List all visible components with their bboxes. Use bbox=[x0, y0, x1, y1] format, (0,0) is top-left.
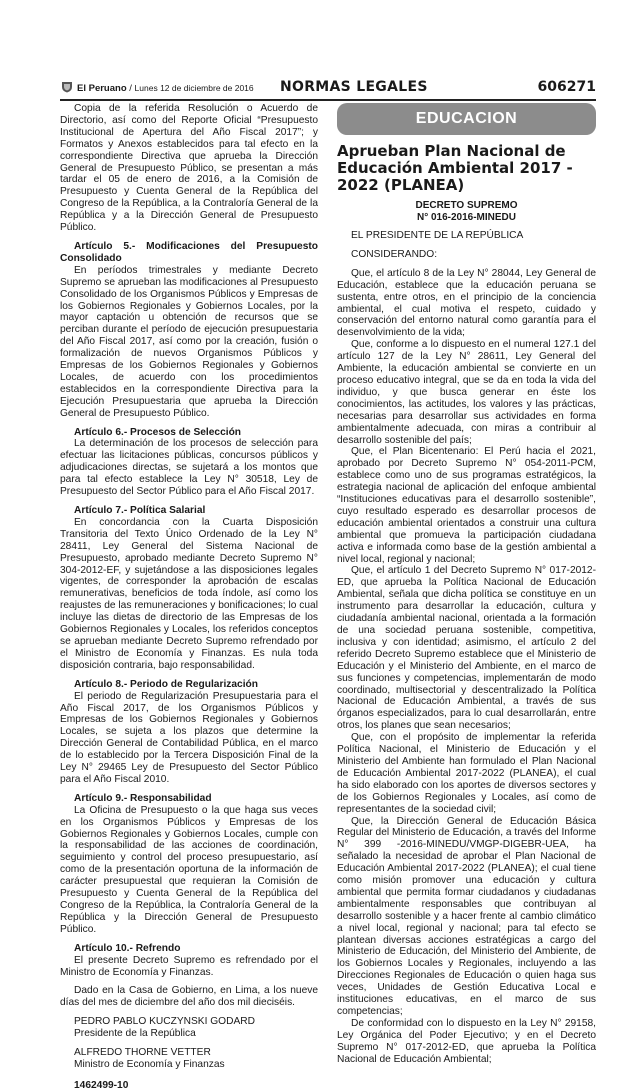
signatory-1-role: Presidente de la República bbox=[74, 1028, 196, 1040]
whereas-3: Que, el Plan Bicentenario: El Perú hacia el 2021, aprobado por Decreto Supremo N° 054-2011-PCM, establece como uno de sus programas estratégicos, la estrategia nacional de aplicación del enfoque ambiental “Instituciones educativas para el desarrollo sostenible”, cuyo resultado esperado es desarrollar procesos de educación ambiental orientados a construir una cultura ambiental que promueva la participación ciudadana activa e informada como base de la gestión ambiental a nivel local, regional y nacional; bbox=[337, 446, 596, 565]
article-7-text: En concordancia con la Cuarta Disposición Transitoria del Texto Único Ordenado de la Ley N° 28411, Ley General del Sistema Nacional de Presupuesto, aprobado mediante Decreto Supremo N° 304-2012-EF, y sujetándose a las disposiciones legales vigentes, de corresponder la aprobación de escalas remunerativas, beneficios de toda índole, así como los reajustes de las remuneraciones y bonificaciones; lo cual incluye las dietas de directorio de las Empresas de los Gobiernos Regionales y Locales, los referidos conceptos se aprueban mediante Decreto Supremo refrendado por el Ministro de Economía y Finanzas. Es nula toda disposición contraria, bajo responsabilidad. bbox=[60, 516, 318, 671]
page-header bbox=[60, 79, 596, 101]
decree-headline: Aprueban Plan Nacional de Educación Ambiental 2017 - 2022 (PLANEA) bbox=[337, 142, 573, 194]
article-6-text: La determinación de los procesos de selección para efectuar las licitaciones públicas, concursos públicos y adjudicaciones directas, se sujetará a los montos que para tal efecto establece la Ley N° 30518, Ley de Presupuesto del Sector Público para el Año Fiscal 2017. bbox=[60, 438, 318, 498]
signatory-2-role: Ministro de Economía y Finanzas bbox=[74, 1058, 225, 1070]
considerando: CONSIDERANDO: bbox=[351, 248, 438, 260]
signatory-1-name: PEDRO PABLO KUCZYNSKI GODARD bbox=[74, 1016, 255, 1028]
article-10-text: El presente Decreto Supremo es refrendado por el Ministro de Economía y Finanzas. bbox=[60, 954, 318, 978]
decree-type: DECRETO SUPREMO bbox=[415, 200, 518, 211]
article-5-title: Artículo 5.- Modificaciones del Presupuesto Consolidado bbox=[60, 240, 318, 264]
given-at: Dado en la Casa de Gobierno, en Lima, a los nueve días del mes de diciembre del año dos mil dieciséis. bbox=[60, 985, 318, 1009]
article-9-title: Artículo 9.- Responsabilidad bbox=[74, 792, 212, 804]
whereas-7: De conformidad con lo dispuesto en la Ley N° 29158, Ley Orgánica del Poder Ejecutivo; y en el Decreto Supremo N° 017-2012-ED, que aprueba la Política Nacional de Educación Ambiental; bbox=[337, 1017, 596, 1065]
header-left: El Peruano / Lunes 12 de diciembre de 2016 bbox=[60, 81, 254, 96]
article-10-title: Artículo 10.- Refrendo bbox=[74, 942, 181, 954]
signatory-2-name: ALFREDO THORNE VETTER bbox=[74, 1047, 211, 1059]
whereas-5: Que, con el propósito de implementar la referida Política Nacional, el Ministerio de Educación y el Ministerio del Ambiente han formulado el Plan Nacional de Educación Ambiental 2017-2022 (PLANEA), el cual ha sido elaborado con los aportes de diversos sectores y de los Gobiernos Regionales y Locales, así como de representantes de la sociedad civil; bbox=[337, 732, 596, 815]
whereas-4: Que, el artículo 1 del Decreto Supremo N° 017-2012-ED, que aprueba la Política Nacional de Educación Ambiental, señala que dicha política se constituye en un instrumento para desarrollar la educación, cultura y ciudadanía ambiental nacional, orientada a la formación de una sociedad peruana sostenible, competitiva, inclusiva y con identidad; asimismo, el artículo 2 del referido Decreto Supremo establece que el Ministerio de Educación y el Ministerio del Ambiente, en el marco de sus funciones y competencias, implementarán de modo coordinado, multisectorial y descentralizado la Política Nacional de Educación Ambiental, a través de sus órganos especializados, para lo cual desarrollarán, entre otros, los planes que sean necesarios; bbox=[337, 565, 596, 732]
whereas-6: Que, la Dirección General de Educación Básica Regular del Ministerio de Educación, a través del Informe N° 399 -2016-MINEDU/VMGP-DIGEBR-UEA, ha señalado la necesidad de aprobar el Plan Nacional de Educación Ambiental 2017-2022 (PLANEA); el cual tiene como misión promover una educación y cultura ambiental que permita formar ciudadanos y ciudadanas ambientalmente responsables que contribuyan al desarrollo sostenible y a hacer frente al cambio climático a nivel local, regional y nacional; para tal efecto se plantean diversas acciones estratégicas a cargo del Ministerio de Educación, del Ministerio del Ambiente, de los Gobiernos Locales y Regionales, incluyendo a las Direcciones Regionales de Educación o quien haga sus veces, Unidades de Gestión Educativa Local e instituciones educativas, en el marco de sus competencias; bbox=[337, 815, 596, 1017]
whereas-1: Que, el artículo 8 de la Ley N° 28044, Ley General de Educación, establece que la educación peruana se sustenta, entre otros, en el principio de la conciencia ambiental, el cual motiva el respeto, cuidado y conservación del entorno natural como garantía para el desenvolvimiento de la vida; bbox=[337, 267, 596, 339]
article-6-title: Artículo 6.- Procesos de Selección bbox=[74, 426, 242, 438]
article-8-title: Artículo 8.- Periodo de Regularización bbox=[74, 678, 258, 690]
left-column bbox=[60, 103, 318, 1092]
section-banner: EDUCACION bbox=[337, 103, 596, 135]
coat-of-arms-icon bbox=[60, 81, 74, 93]
newspaper-name: El Peruano bbox=[77, 83, 127, 94]
article-9-text: La Oficina de Presupuesto o la que haga sus veces en los Organismos Públicos y Empresas de los Gobiernos Regionales y Gobiernos Locales, cumple con la responsabilidad de las acciones de coordinación, seguimiento y control del proceso presupuestario, así como de la presentación oportuna de la información de carácter presupuestal que requieran la Comisión de Presupuesto y Cuenta General de la República del Congreso de la República, la Contraloría General de la República y la Dirección General de Presupuesto Público. bbox=[60, 804, 318, 935]
section-title: NORMAS LEGALES bbox=[280, 79, 428, 95]
page-number: 606271 bbox=[537, 79, 596, 95]
publication-code: 1462499-10 bbox=[74, 1079, 129, 1091]
president-line: EL PRESIDENTE DE LA REPÚBLICA bbox=[351, 230, 524, 241]
article-7-title: Artículo 7.- Política Salarial bbox=[74, 505, 206, 516]
right-column bbox=[337, 103, 596, 1066]
article-8-text: El periodo de Regularización Presupuestaria para el Año Fiscal 2017, de los Organismos Públicos y Empresas de los Gobiernos Regionales y Gobiernos Locales, se sujeta a los plazos que determine la Dirección General de Contabilidad Pública, en el marco de lo establecido por la Tercera Disposición Final de la Ley N° 29465 Ley de Presupuesto del Sector Público para el Año Fiscal 2010. bbox=[60, 690, 318, 785]
article-5-text: En períodos trimestrales y mediante Decreto Supremo se aprueban las modificaciones al Presupuesto Consolidado de los Organismos Públicos y Empresas de los Gobiernos Regionales y Gobiernos Locales, por la mayor captación u obtención de recursos que se perciban durante el período de ejecución presupuestaria del Año Fiscal 2017, así como por la creación, fusión o formalización de nuevos Organismos Públicos y Empresas de los Gobiernos Regionales y Gobiernos Locales, de acuerdo con los procedimientos establecidos en la correspondiente Directiva para la Ejecución Presupuestaria que aprueba la Dirección General de Presupuesto Público. bbox=[60, 264, 318, 419]
issue-date: Lunes 12 de diciembre de 2016 bbox=[134, 83, 254, 93]
whereas-2: Que, conforme a lo dispuesto en el numeral 127.1 del artículo 127 de la Ley N° 28611, Ley General del Ambiente, la educación ambiental se convierte en un proceso educativo integral, que se da en toda la vida del individuo, y que busca generar en éste los conocimientos, las actitudes, los valores y las prácticas, necesarias para desarrollar sus actividades en forma ambientalmente adecuada, con miras a contribuir al desarrollo sostenible del país; bbox=[337, 339, 596, 446]
decree-number: N° 016-2016-MINEDU bbox=[416, 211, 517, 223]
paragraph: Copia de la referida Resolución o Acuerdo de Directorio, así como del Reporte Oficial “Presupuesto Institucional de Apertura del Año Fiscal 2017”; y Formatos y Anexos establecidos para tal efecto en la correspondiente Directiva que aprueba la Dirección General de Presupuesto Público, se presentan a más tardar el 05 de enero de 2016, a la Comisión de Presupuesto y Cuenta General de la República del Congreso de la República, a la Contraloría General de la República y a la Dirección General de Presupuesto Público. bbox=[60, 103, 318, 234]
